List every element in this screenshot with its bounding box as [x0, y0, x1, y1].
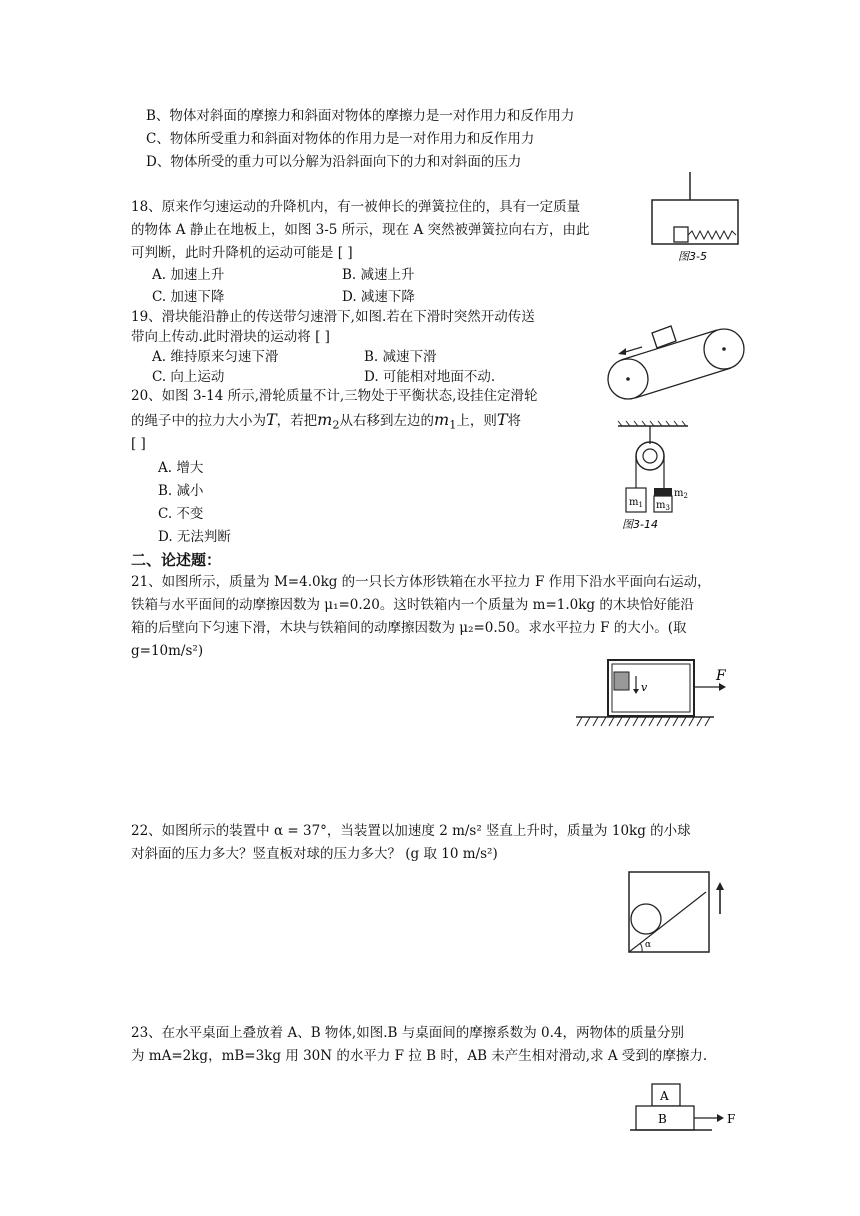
symbol-T: T — [496, 410, 508, 429]
q17-option-c: C、物体所受重力和斜面对物体的作用力是一对作用力和反作用力 — [146, 131, 535, 147]
label-F: F — [727, 1112, 736, 1126]
figure-3-5-caption: 图3-5 — [678, 250, 707, 263]
label-m1: $m_1$ — [629, 497, 643, 509]
q20-option-d: D. 无法判断 — [158, 529, 231, 545]
q21-stem-line2: 铁箱与水平面间的动摩擦因数为 μ₁=0.20。这时铁箱内一个质量为 m=1.0kg 的木块恰好能沿 — [131, 597, 694, 613]
q18-option-a: A. 加速上升 — [152, 267, 225, 283]
figure-elevator — [648, 172, 748, 264]
q23-stem-line2: 为 mA=2kg，mB=3kg 用 30N 的水平力 F 拉 B 时，AB 未产生相对滑动,求 A 受到的摩擦力. — [131, 1048, 708, 1064]
symbol-T: T — [266, 410, 277, 429]
label-B: B — [658, 1112, 667, 1126]
q20-stem-line1: 20、如图 3-14 所示,滑轮质量不计,三物处于平衡状态,设挂住定滑轮 — [131, 388, 538, 404]
q23-stem-line1: 23、在水平桌面上叠放着 A、B 物体,如图.B 与桌面间的摩擦系数为 0.4，两物体的质量分别 — [131, 1025, 684, 1041]
label-m3: $m_3$ — [656, 500, 670, 512]
q18-stem-line1: 18、原来作匀速运动的升降机内，有一被伸长的弹簧拉住的，具有一定质量 — [131, 199, 581, 215]
figure-pulley — [608, 420, 708, 532]
q22-stem-line2: 对斜面的压力多大？竖直板对球的压力多大？ (g 取 10 m/s²) — [131, 846, 498, 862]
q20-option-c: C. 不变 — [158, 506, 204, 522]
q20-stem-line3: [ ] — [131, 436, 146, 452]
label-F: F — [716, 668, 726, 684]
figure-ball-incline — [624, 868, 734, 960]
q19-option-c: C. 向上运动 — [152, 369, 225, 385]
section-heading: 二、论述题： — [131, 551, 222, 569]
q21-stem-line3: 箱的后壁向下匀速下滑，木块与铁箱间的动摩擦因数为 μ₂=0.50。求水平拉力 F 的大小。(取 — [131, 620, 687, 636]
label-alpha: α — [645, 940, 652, 950]
q18-stem-line3: 可判断，此时升降机的运动可能是 [ ] — [131, 245, 353, 261]
q19-option-b: B. 减速下滑 — [364, 349, 437, 365]
q19-option-d: D. 可能相对地面不动. — [364, 369, 496, 385]
figure-iron-box — [574, 658, 744, 732]
q19-stem-line1: 19、滑块能沿静止的传送带匀速滑下,如图.若在下滑时突然开动传送 — [131, 309, 535, 325]
figure-stacked-blocks — [628, 1082, 746, 1136]
q18-option-d: D. 减速下降 — [342, 289, 415, 305]
q20-option-a: A. 增大 — [158, 460, 204, 476]
q21-stem-line1: 21、如图所示，质量为 M=4.0kg 的一只长方体形铁箱在水平拉力 F 作用下沿水平面向右运动， — [131, 574, 711, 590]
q20-option-b: B. 减小 — [158, 483, 204, 499]
q18-option-b: B. 减速上升 — [342, 267, 415, 283]
q17-option-b: B、物体对斜面的摩擦力和斜面对物体的摩擦力是一对作用力和反作用力 — [146, 108, 575, 124]
q18-stem-line2: 的物体 A 静止在地板上，如图 3-5 所示，现在 A 突然被弹簧拉向右方，由此 — [131, 222, 590, 238]
q20-stem-line2: 的绳子中的拉力大小为T，若把$m_2$从右移到左边的$m_1$上，则T将 — [131, 410, 522, 432]
symbol-m2: m — [317, 410, 333, 429]
label-A: A — [660, 1089, 669, 1103]
figure-conveyor-belt — [604, 313, 754, 405]
figure-3-14-caption: 图3-14 — [622, 518, 658, 531]
q19-stem-line2: 带向上传动.此时滑块的运动将 [ ] — [131, 329, 330, 345]
q22-stem-line1: 22、如图所示的装置中 α = 37°，当装置以加速度 2 m/s² 竖直上升时，质量为 10kg 的小球 — [131, 823, 691, 839]
label-v: v — [641, 681, 648, 694]
label-m2: $m_2$ — [674, 488, 688, 500]
q19-option-a: A. 维持原来匀速下滑 — [152, 349, 279, 365]
symbol-m1: m — [434, 410, 450, 429]
q21-stem-line4: g=10m/s²) — [131, 643, 204, 659]
q18-option-c: C. 加速下降 — [152, 289, 225, 305]
q17-option-d: D、物体所受的重力可以分解为沿斜面向下的力和对斜面的压力 — [146, 154, 522, 170]
